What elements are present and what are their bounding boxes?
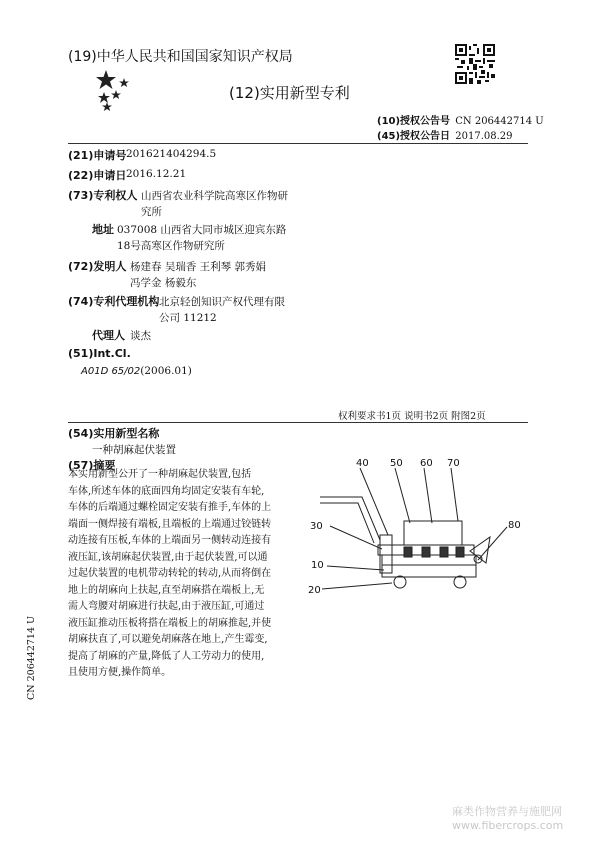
- press-plate: [404, 521, 462, 545]
- publication-number: CN 206442714 U: [455, 116, 544, 127]
- patentee-line-2: 究所: [141, 206, 162, 218]
- abstract-line: 车体的后端通过螺栓固定安装有推手,车体的上: [68, 502, 272, 513]
- abstract-line: 车体,所述车体的底面四角均固定安装有车轮,: [68, 485, 265, 497]
- qr-code: [455, 44, 495, 84]
- abstract-line: 液压缸,该胡麻起伏装置,由于起伏装置,可以通: [68, 551, 268, 563]
- title-label: (54)实用新型名称: [68, 427, 160, 440]
- stats-divider: [68, 422, 528, 423]
- agency-label: (74)专利代理机构: [68, 295, 160, 308]
- abstract-line: 液压缸推动压板将搭在端板上的胡麻推起,并使: [68, 617, 272, 629]
- wheel: [394, 576, 406, 588]
- ipc-year: (2006.01): [140, 365, 192, 377]
- callout-30: 30: [310, 521, 323, 532]
- document-type: (12)实用新型专利: [229, 84, 350, 102]
- abstract-line: 提高了胡麻的产量,降低了人工劳动力的使用,: [68, 650, 265, 662]
- abstract-line: 地上的胡麻向上扶起,直至胡麻搭在端板上,无: [68, 584, 265, 596]
- abstract-line: 动连接有压板,车体的上端面另一侧转动连接有: [68, 535, 272, 546]
- callout-40: 40: [356, 458, 369, 469]
- abstract-text: [68, 467, 296, 682]
- abstract-line: 本实用新型公开了一种胡麻起伏装置,包括: [68, 469, 252, 480]
- inventors-line-1: 杨建春 吴瑞香 王利琴 郭秀娟: [130, 261, 267, 273]
- publication-date-label: (45)授权公告日: [377, 131, 451, 142]
- address-line-2: 18号高寒区作物研究所: [117, 240, 225, 252]
- agent-name: 谈杰: [130, 330, 151, 342]
- inventors-label: (72)发明人: [68, 260, 127, 273]
- abstract-line: 需人弯腰对胡麻进行扶起,由于液压缸,可通过: [68, 601, 265, 612]
- abstract-label: (57)摘要: [68, 459, 116, 472]
- address-label: 地址: [92, 223, 114, 236]
- agent-label: 代理人: [92, 329, 125, 342]
- callout-80: 80: [508, 520, 521, 531]
- ipc-label: (51)Int.Cl.: [68, 347, 131, 360]
- address-line-1: 037008 山西省大同市城区迎宾东路: [117, 224, 287, 236]
- callout-70: 70: [447, 458, 460, 469]
- application-number-label: (21)申请号: [68, 149, 127, 162]
- ipc-code: A01D 65/02: [81, 366, 141, 377]
- side-publication-number: CN 206442714 U: [26, 615, 37, 700]
- abstract-line: 胡麻扶直了,可以避免胡麻落在地上,产生霉变,: [68, 634, 268, 645]
- callout-50: 50: [390, 458, 403, 469]
- application-date: 2016.12.21: [126, 168, 187, 180]
- abstract-line: 过起伏装置的电机带动转轮的转动,从而将倒在: [68, 568, 272, 579]
- agency-line-1: 北京轻创知识产权代理有限: [159, 296, 285, 308]
- device-drawing: [300, 455, 530, 605]
- agency-line-2: 公司 11212: [159, 312, 217, 324]
- abstract-line: 且使用方便,操作简单。: [68, 667, 172, 678]
- application-number: 201621404294.5: [126, 148, 217, 160]
- office-name: (19)中华人民共和国国家知识产权局: [68, 49, 293, 65]
- patentee-label: (73)专利权人: [68, 189, 138, 202]
- callout-10: 10: [311, 560, 324, 571]
- patentee-line-1: 山西省农业科学院高寒区作物研: [141, 190, 288, 202]
- cnipa-logo: [96, 68, 146, 114]
- publication-number-row: [377, 112, 544, 127]
- publication-number-label: (10)授权公告号: [377, 116, 451, 127]
- inventors-line-2: 冯学金 杨毅东: [130, 277, 197, 289]
- page-count-stats: 权利要求书1页 说明书2页 附图2页: [338, 411, 486, 422]
- abstract-line: 端面一侧焊接有端板,且端板的上端通过铰链转: [68, 518, 272, 530]
- watermark: 麻类作物营养与施肥网 www.fibercrops.com: [452, 805, 564, 832]
- callout-20: 20: [308, 585, 321, 596]
- callout-60: 60: [420, 458, 433, 469]
- ipc-row: [81, 365, 192, 377]
- utility-model-title: 一种胡麻起伏装置: [92, 444, 176, 456]
- application-date-label: (22)申请日: [68, 169, 127, 182]
- publication-date: 2017.08.29: [455, 131, 513, 142]
- publication-date-row: [377, 127, 513, 142]
- header-divider: [68, 143, 528, 144]
